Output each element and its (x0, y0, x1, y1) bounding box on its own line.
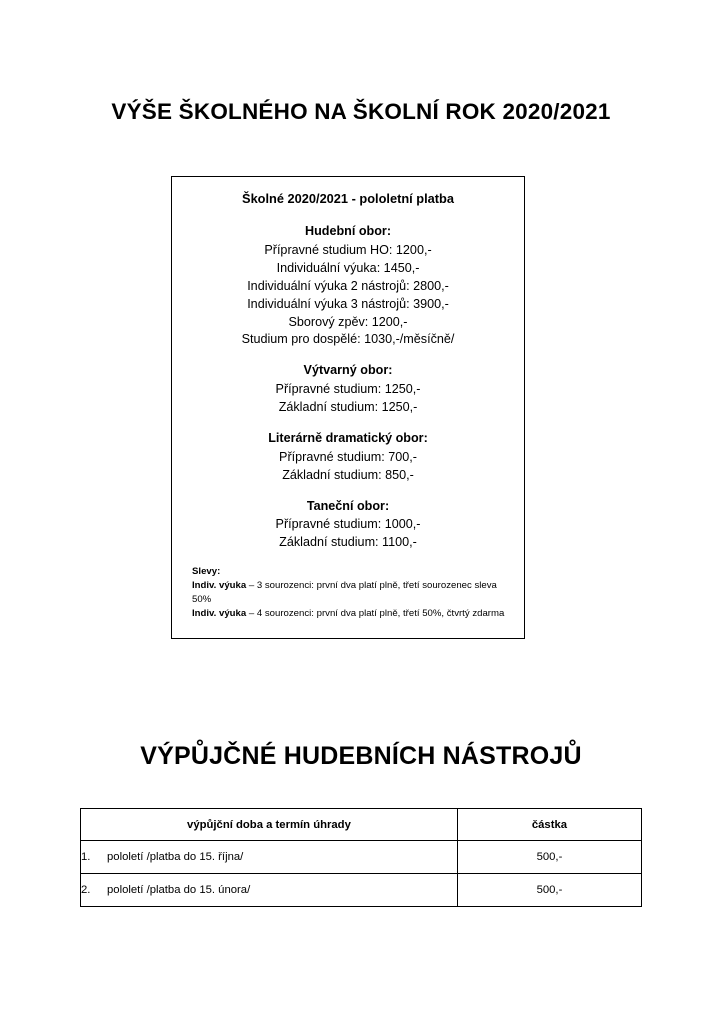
price-line: Základní studium: 850,- (282, 467, 414, 482)
discount-label: Indiv. výuka (192, 607, 247, 619)
table-header-row (81, 809, 642, 841)
price-line: Individuální výuka 3 nástrojů: 3900,- (247, 296, 449, 311)
row-number: 2. (81, 884, 91, 896)
row-description: pololetí /platba do 15. února/ (107, 884, 251, 896)
section-heading-vytvarny-obor: Výtvarný obor: (303, 363, 393, 378)
discount-line (192, 607, 514, 621)
discount-line (192, 579, 514, 607)
section-heading-hudebni-obor: Hudební obor: (304, 224, 392, 239)
price-line: Studium pro dospělé: 1030,-/měsíčně/ (241, 332, 455, 347)
row-description: pololetí /platba do 15. října/ (107, 851, 244, 863)
tuition-price-box (171, 176, 525, 639)
page-title-rental: VÝPŮJČNÉ HUDEBNÍCH NÁSTROJŮ (140, 741, 582, 770)
rental-amount-cell: 500,- (457, 874, 641, 907)
tuition-price-box-content (172, 177, 524, 629)
table-row (81, 841, 642, 874)
row-number: 1. (81, 851, 91, 863)
column-header-amount: částka (457, 809, 641, 841)
discount-text: – 4 sourozenci: první dva platí plně, třetí 50%, čtvrtý zdarma (246, 607, 505, 619)
price-line: Přípravné studium: 700,- (279, 449, 417, 464)
section-vytvarny-obor (182, 362, 514, 417)
rental-period-cell (81, 841, 458, 874)
discounts-heading: Slevy: (192, 566, 221, 578)
section-heading-literarne-dramaticky-obor: Literárně dramatický obor: (268, 430, 428, 445)
price-line: Základní studium: 1250,- (278, 400, 418, 415)
section-hudebni-obor (182, 223, 514, 349)
price-line: Přípravné studium: 1000,- (275, 517, 421, 532)
price-line: Přípravné studium: 1250,- (275, 382, 421, 397)
price-line: Individuální výuka 2 nástrojů: 2800,- (247, 278, 449, 293)
page-title-tuition: VÝŠE ŠKOLNÉHO NA ŠKOLNÍ ROK 2020/2021 (111, 99, 611, 125)
rental-amount-cell: 500,- (457, 841, 641, 874)
price-line: Přípravné studium HO: 1200,- (264, 243, 432, 258)
rental-period-cell (81, 874, 458, 907)
section-heading-tanecni-obor: Taneční obor: (306, 498, 390, 513)
rental-table-head (81, 809, 642, 841)
price-line: Základní studium: 1100,- (279, 535, 417, 550)
rental-table (80, 808, 642, 907)
section-literarne-dramaticky-obor (182, 430, 514, 485)
discount-text: – 3 sourozenci: první dva platí plně, třetí sourozenec sleva 50% (192, 580, 497, 605)
discount-label: Indiv. výuka (192, 580, 247, 592)
price-line: Individuální výuka: 1450,- (276, 260, 420, 275)
price-line: Sborový zpěv: 1200,- (288, 314, 408, 329)
column-header-period: výpůjční doba a termín úhrady (81, 809, 458, 841)
price-box-heading: Školné 2020/2021 - pololetní platba (242, 191, 454, 206)
section-tanecni-obor (182, 498, 514, 553)
discounts-block (182, 565, 514, 621)
rental-table-body (81, 841, 642, 907)
table-row (81, 874, 642, 907)
